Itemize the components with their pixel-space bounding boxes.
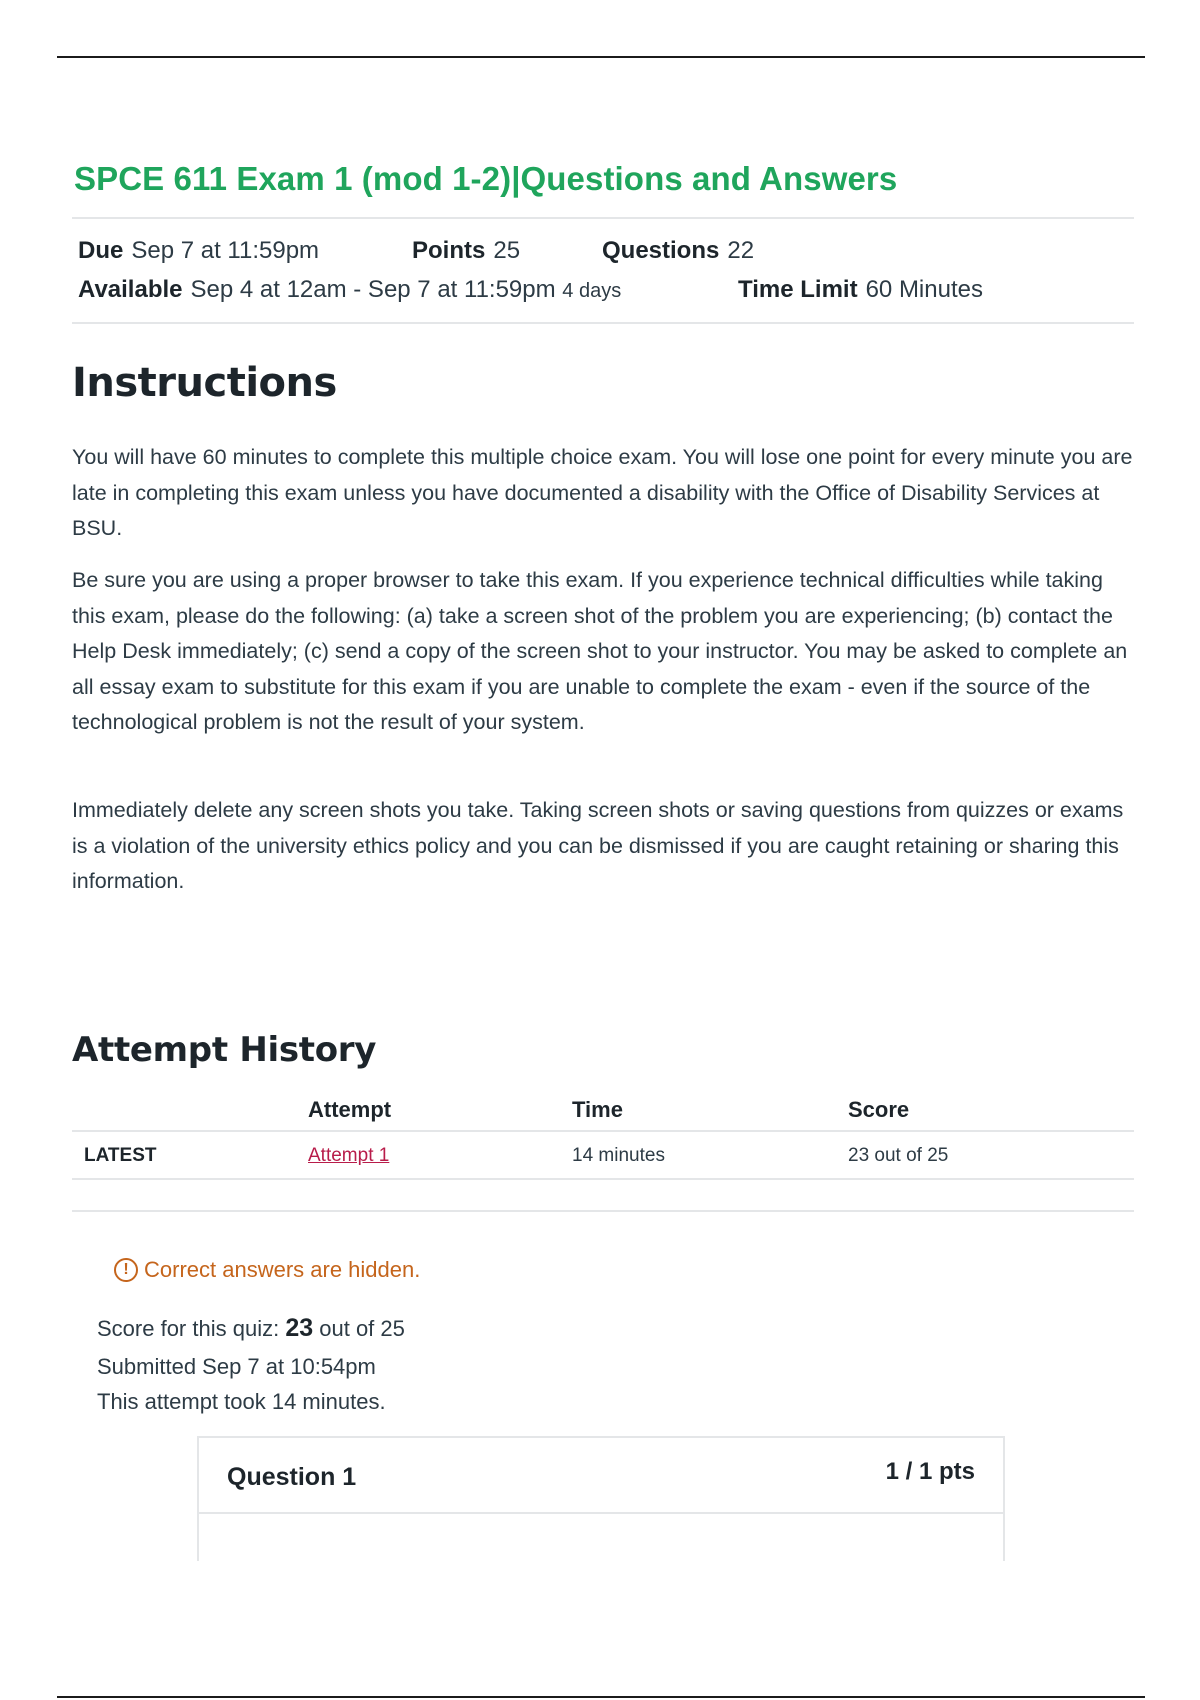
question-header xyxy=(199,1438,1003,1514)
score-value: 23 xyxy=(285,1314,314,1342)
score-suffix: out of 25 xyxy=(319,1316,405,1341)
title-divider xyxy=(72,217,1134,219)
available-duration: 4 days xyxy=(562,280,622,302)
due-label: Due xyxy=(78,237,124,264)
table-row-divider xyxy=(72,1178,1134,1180)
column-header-time: Time xyxy=(572,1097,623,1122)
notice-text: Correct answers are hidden. xyxy=(144,1257,421,1282)
score-prefix: Score for this quiz: xyxy=(97,1316,280,1341)
due-value: Sep 7 at 11:59pm xyxy=(131,237,320,264)
question-title: Question 1 xyxy=(227,1463,357,1491)
latest-tag: LATEST xyxy=(84,1145,157,1166)
points-value: 25 xyxy=(493,237,521,264)
correct-answers-hidden-notice xyxy=(114,1257,420,1283)
points-field xyxy=(412,237,520,265)
question-card xyxy=(197,1436,1005,1561)
top-page-rule xyxy=(57,56,1145,58)
questions-value: 22 xyxy=(727,237,755,264)
column-header-score: Score xyxy=(848,1097,910,1122)
instructions-paragraph: You will have 60 minutes to complete this multiple choice exam. You will lose one point for every minute you are late in completing this exam unless you have documented a disability with the Office of Disability Services at BSU. xyxy=(72,445,1133,540)
bottom-page-rule xyxy=(57,1696,1145,1698)
instructions-paragraph: Be sure you are using a proper browser to take this exam. If you experience technical difficulties while taking this exam, please do the following: (a) take a screen shot of the problem you are experiencing; (b) contact the Help Desk immediately; (c) send a copy of the screen shot to your instructor. You may be asked to complete an all essay exam to substitute for this exam if you are unable to complete the exam - even if the source of the technological problem is not the result of your system. xyxy=(72,568,1128,734)
time-limit-label: Time Limit xyxy=(738,276,858,303)
time-limit-field xyxy=(738,276,983,304)
time-limit-value: 60 Minutes xyxy=(865,276,983,303)
meta-divider xyxy=(72,322,1134,324)
quiz-score-summary xyxy=(97,1314,405,1343)
question-points: 1 / 1 pts xyxy=(885,1458,975,1485)
warning-circle-icon: ! xyxy=(114,1258,138,1282)
quiz-title: SPCE 611 Exam 1 (mod 1-2)|Questions and Answers xyxy=(74,160,898,197)
attempt-score: 23 out of 25 xyxy=(848,1145,949,1166)
available-label: Available xyxy=(78,276,183,303)
column-header-attempt: Attempt xyxy=(308,1097,392,1122)
attempt-history-heading: Attempt History xyxy=(72,1030,377,1070)
attempt-1-link[interactable]: Attempt 1 xyxy=(308,1145,390,1166)
section-divider xyxy=(72,1210,1134,1212)
instructions-heading: Instructions xyxy=(72,360,337,406)
points-label: Points xyxy=(412,237,486,264)
attempt-time: 14 minutes xyxy=(572,1145,665,1166)
instructions-paragraph: Immediately delete any screen shots you take. Taking screen shots or saving questions from quizzes or exams is a violation of the university ethics policy and you can be dismissed if you are caught retaining or sharing this information. xyxy=(72,798,1124,893)
submitted-time: Submitted Sep 7 at 10:54pm xyxy=(97,1354,376,1379)
questions-label: Questions xyxy=(602,237,720,264)
available-field xyxy=(78,276,621,304)
table-header-divider xyxy=(72,1130,1134,1132)
available-value: Sep 4 at 12am - Sep 7 at 11:59pm xyxy=(190,276,556,303)
due-field xyxy=(78,237,319,265)
questions-field xyxy=(602,237,754,265)
attempt-duration: This attempt took 14 minutes. xyxy=(97,1389,386,1414)
